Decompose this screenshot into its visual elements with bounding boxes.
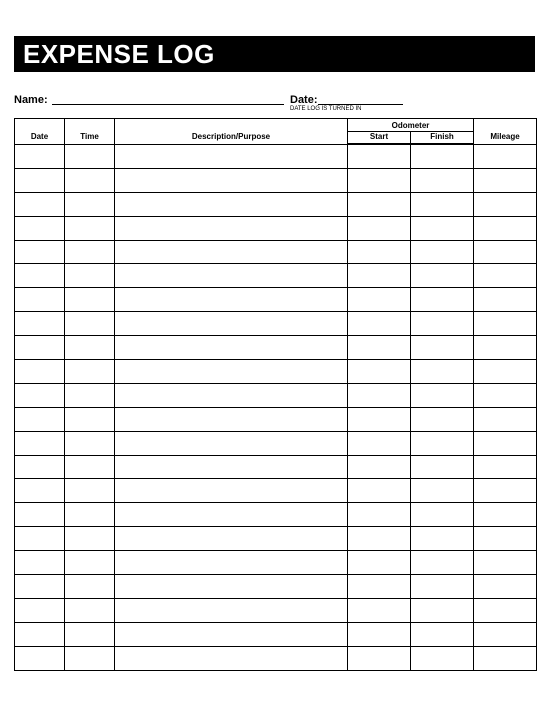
table-row xyxy=(15,168,537,192)
date-cell[interactable] xyxy=(15,407,65,431)
odometer-finish-cell[interactable] xyxy=(411,336,474,360)
time-cell[interactable] xyxy=(65,455,115,479)
odometer-finish-cell[interactable] xyxy=(411,360,474,384)
description-cell[interactable] xyxy=(115,479,348,503)
odometer-finish-cell[interactable] xyxy=(411,575,474,599)
odometer-start-cell[interactable] xyxy=(348,240,411,264)
time-cell[interactable] xyxy=(65,431,115,455)
odometer-finish-cell[interactable] xyxy=(411,479,474,503)
odometer-start-cell[interactable] xyxy=(348,431,411,455)
table-row xyxy=(15,312,537,336)
description-cell[interactable] xyxy=(115,455,348,479)
column-header-mileage: Mileage xyxy=(474,119,537,145)
date-cell[interactable] xyxy=(15,598,65,622)
table-row xyxy=(15,192,537,216)
description-cell[interactable] xyxy=(115,431,348,455)
date-cell[interactable] xyxy=(15,431,65,455)
time-cell[interactable] xyxy=(65,575,115,599)
time-cell[interactable] xyxy=(65,551,115,575)
odometer-start-cell[interactable] xyxy=(348,527,411,551)
odometer-start-cell[interactable] xyxy=(348,455,411,479)
mileage-cell[interactable] xyxy=(474,144,537,168)
mileage-cell[interactable] xyxy=(474,575,537,599)
date-cell[interactable] xyxy=(15,216,65,240)
table-row xyxy=(15,360,537,384)
column-header-description: Description/Purpose xyxy=(115,119,348,145)
description-cell[interactable] xyxy=(115,646,348,670)
description-cell[interactable] xyxy=(115,360,348,384)
odometer-finish-cell[interactable] xyxy=(411,240,474,264)
title-bar xyxy=(14,36,535,72)
odometer-start-cell[interactable] xyxy=(348,192,411,216)
table-row xyxy=(15,527,537,551)
time-cell[interactable] xyxy=(65,383,115,407)
time-cell[interactable] xyxy=(65,598,115,622)
description-cell[interactable] xyxy=(115,575,348,599)
table-row xyxy=(15,240,537,264)
description-cell[interactable] xyxy=(115,503,348,527)
date-cell[interactable] xyxy=(15,527,65,551)
description-cell[interactable] xyxy=(115,168,348,192)
time-cell[interactable] xyxy=(65,192,115,216)
description-cell[interactable] xyxy=(115,407,348,431)
odometer-finish-cell[interactable] xyxy=(411,455,474,479)
time-cell[interactable] xyxy=(65,360,115,384)
odometer-finish-cell[interactable] xyxy=(411,622,474,646)
table-body xyxy=(15,144,537,670)
table-row xyxy=(15,216,537,240)
date-cell[interactable] xyxy=(15,264,65,288)
date-cell[interactable] xyxy=(15,646,65,670)
description-cell[interactable] xyxy=(115,264,348,288)
mileage-cell[interactable] xyxy=(474,216,537,240)
table-row xyxy=(15,383,537,407)
mileage-cell[interactable] xyxy=(474,455,537,479)
date-field-line[interactable] xyxy=(318,104,403,105)
mileage-cell[interactable] xyxy=(474,646,537,670)
date-cell[interactable] xyxy=(15,312,65,336)
table-row xyxy=(15,598,537,622)
date-cell[interactable] xyxy=(15,455,65,479)
odometer-start-cell[interactable] xyxy=(348,336,411,360)
mileage-cell[interactable] xyxy=(474,431,537,455)
date-cell[interactable] xyxy=(15,360,65,384)
column-header-time: Time xyxy=(65,119,115,145)
name-label: Name: xyxy=(14,94,48,106)
date-cell[interactable] xyxy=(15,622,65,646)
table-row xyxy=(15,431,537,455)
date-cell[interactable] xyxy=(15,168,65,192)
mileage-cell[interactable] xyxy=(474,407,537,431)
odometer-finish-cell[interactable] xyxy=(411,264,474,288)
table-row xyxy=(15,622,537,646)
table-row xyxy=(15,646,537,670)
mileage-cell[interactable] xyxy=(474,288,537,312)
table-row xyxy=(15,503,537,527)
date-cell[interactable] xyxy=(15,503,65,527)
time-cell[interactable] xyxy=(65,312,115,336)
odometer-start-cell[interactable] xyxy=(348,503,411,527)
column-header-start: Start xyxy=(348,132,411,145)
mileage-cell[interactable] xyxy=(474,360,537,384)
description-cell[interactable] xyxy=(115,336,348,360)
mileage-cell[interactable] xyxy=(474,264,537,288)
mileage-cell[interactable] xyxy=(474,503,537,527)
odometer-start-cell[interactable] xyxy=(348,360,411,384)
time-cell[interactable] xyxy=(65,144,115,168)
date-cell[interactable] xyxy=(15,479,65,503)
column-header-date: Date xyxy=(15,119,65,145)
odometer-finish-cell[interactable] xyxy=(411,168,474,192)
time-cell[interactable] xyxy=(65,168,115,192)
odometer-finish-cell[interactable] xyxy=(411,431,474,455)
time-cell[interactable] xyxy=(65,264,115,288)
column-header-odometer: Odometer xyxy=(348,119,474,132)
mileage-cell[interactable] xyxy=(474,551,537,575)
table-row xyxy=(15,575,537,599)
time-cell[interactable] xyxy=(65,216,115,240)
table-row xyxy=(15,264,537,288)
time-cell[interactable] xyxy=(65,479,115,503)
mileage-cell[interactable] xyxy=(474,312,537,336)
name-field-line[interactable] xyxy=(52,104,284,105)
odometer-finish-cell[interactable] xyxy=(411,551,474,575)
odometer-start-cell[interactable] xyxy=(348,216,411,240)
odometer-finish-cell[interactable] xyxy=(411,312,474,336)
date-cell[interactable] xyxy=(15,240,65,264)
date-sublabel: DATE LOG IS TURNED IN xyxy=(290,106,362,112)
page-title: EXPENSE LOG xyxy=(23,39,215,69)
table-row xyxy=(15,288,537,312)
odometer-start-cell[interactable] xyxy=(348,312,411,336)
time-cell[interactable] xyxy=(65,622,115,646)
odometer-start-cell[interactable] xyxy=(348,407,411,431)
date-cell[interactable] xyxy=(15,383,65,407)
mileage-cell[interactable] xyxy=(474,622,537,646)
odometer-finish-cell[interactable] xyxy=(411,646,474,670)
table-row xyxy=(15,407,537,431)
table-row xyxy=(15,551,537,575)
time-cell[interactable] xyxy=(65,288,115,312)
odometer-start-cell[interactable] xyxy=(348,144,411,168)
date-label: Date: xyxy=(290,94,318,106)
odometer-finish-cell[interactable] xyxy=(411,144,474,168)
odometer-start-cell[interactable] xyxy=(348,551,411,575)
mileage-cell[interactable] xyxy=(474,240,537,264)
table-row xyxy=(15,336,537,360)
date-cell[interactable] xyxy=(15,551,65,575)
description-cell[interactable] xyxy=(115,192,348,216)
odometer-start-cell[interactable] xyxy=(348,168,411,192)
description-cell[interactable] xyxy=(115,622,348,646)
odometer-start-cell[interactable] xyxy=(348,622,411,646)
date-cell[interactable] xyxy=(15,575,65,599)
time-cell[interactable] xyxy=(65,240,115,264)
time-cell[interactable] xyxy=(65,336,115,360)
odometer-start-cell[interactable] xyxy=(348,575,411,599)
description-cell[interactable] xyxy=(115,216,348,240)
odometer-finish-cell[interactable] xyxy=(411,407,474,431)
description-cell[interactable] xyxy=(115,383,348,407)
mileage-cell[interactable] xyxy=(474,192,537,216)
time-cell[interactable] xyxy=(65,646,115,670)
mileage-cell[interactable] xyxy=(474,168,537,192)
description-cell[interactable] xyxy=(115,598,348,622)
date-cell[interactable] xyxy=(15,192,65,216)
description-cell[interactable] xyxy=(115,312,348,336)
table-row xyxy=(15,455,537,479)
odometer-finish-cell[interactable] xyxy=(411,216,474,240)
odometer-finish-cell[interactable] xyxy=(411,503,474,527)
mileage-cell[interactable] xyxy=(474,527,537,551)
odometer-start-cell[interactable] xyxy=(348,288,411,312)
odometer-finish-cell[interactable] xyxy=(411,598,474,622)
odometer-finish-cell[interactable] xyxy=(411,383,474,407)
column-header-finish: Finish xyxy=(411,132,474,145)
odometer-finish-cell[interactable] xyxy=(411,527,474,551)
odometer-start-cell[interactable] xyxy=(348,383,411,407)
odometer-finish-cell[interactable] xyxy=(411,192,474,216)
description-cell[interactable] xyxy=(115,288,348,312)
mileage-cell[interactable] xyxy=(474,479,537,503)
description-cell[interactable] xyxy=(115,240,348,264)
time-cell[interactable] xyxy=(65,407,115,431)
odometer-finish-cell[interactable] xyxy=(411,288,474,312)
date-cell[interactable] xyxy=(15,144,65,168)
date-cell[interactable] xyxy=(15,288,65,312)
mileage-cell[interactable] xyxy=(474,598,537,622)
table-row xyxy=(15,144,537,168)
description-cell[interactable] xyxy=(115,527,348,551)
time-cell[interactable] xyxy=(65,527,115,551)
description-cell[interactable] xyxy=(115,144,348,168)
date-cell[interactable] xyxy=(15,336,65,360)
time-cell[interactable] xyxy=(65,503,115,527)
odometer-start-cell[interactable] xyxy=(348,264,411,288)
table-row xyxy=(15,479,537,503)
odometer-start-cell[interactable] xyxy=(348,598,411,622)
mileage-cell[interactable] xyxy=(474,383,537,407)
odometer-start-cell[interactable] xyxy=(348,646,411,670)
mileage-cell[interactable] xyxy=(474,336,537,360)
expense-log-table xyxy=(14,118,537,671)
odometer-start-cell[interactable] xyxy=(348,479,411,503)
description-cell[interactable] xyxy=(115,551,348,575)
